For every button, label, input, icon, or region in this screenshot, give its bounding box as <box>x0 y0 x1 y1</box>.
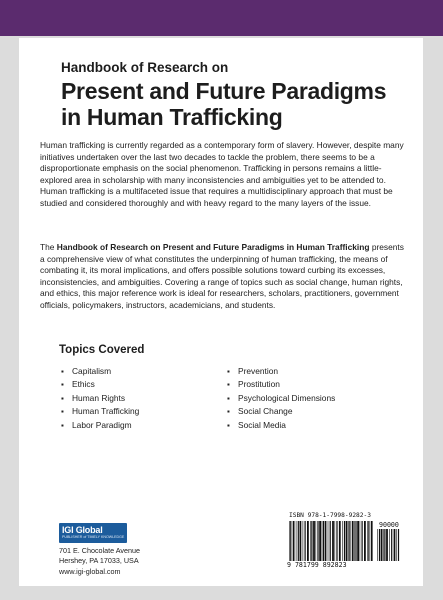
paragraph-2-book-title: Handbook of Research on Present and Future Paradigms in Human Trafficking <box>56 242 370 252</box>
paragraph-2-rest: presents a comprehensive view of what constitutes the underpinning of human trafficking, the means of combating it, its moral implications, and offers possible solutions toward curbing its excesses, inconsistencies, and ambiguities. Covering a range of topics such as social change, human rights, and ethics, this major reference work is ideal for researchers, scholars, practitioners, government officials, policymakers, instructors, academicians, and students. <box>40 242 404 310</box>
topic-item: ▪ Psychological Dimensions <box>227 392 335 405</box>
topics-list-left <box>61 365 139 432</box>
publisher-address <box>59 546 140 577</box>
logo-text: IGI Global <box>62 525 103 535</box>
address-line-2: Hershey, PA 17033, USA <box>59 556 139 566</box>
ean-barcode-graphic <box>289 521 375 561</box>
isbn-number: ISBN 978-1-7998-9282-3 <box>289 512 371 519</box>
topic-item: ▪ Prevention <box>227 365 335 378</box>
barcode-digits: 9 781799 892823 <box>287 561 347 569</box>
logo-tagline: PUBLISHER of TIMELY KNOWLEDGE <box>62 535 125 539</box>
topic-item: ▪ Prostitution <box>227 378 335 391</box>
cover-top-band <box>0 0 443 36</box>
igi-global-logo <box>59 523 127 543</box>
description-paragraph-1: Human trafficking is currently regarded as a contemporary form of slavery. However, despite many initiatives undertaken over the last two decades to tackle the problem, there seems to be a disproportionate emphasis on the social phenomenon. Trafficking in persons remains a little-explored area in scholarship with many inconsistencies and ambiguities yet to be attended to. Human trafficking is a multifaceted issue that requires a multidisciplinary approach that must be studied and considered thoroughly and with heavy regard to the many layers of the issue. <box>40 140 404 208</box>
price-barcode-graphic <box>377 529 403 561</box>
topics-list-right <box>227 365 335 432</box>
publisher-website: www.igi-global.com <box>59 566 121 576</box>
isbn-barcode <box>287 512 405 570</box>
price-code: 90000 <box>379 521 399 529</box>
topic-item: ▪ Social Change <box>227 405 335 418</box>
paragraph-2-lead: The <box>40 242 57 252</box>
topic-item: ▪ Labor Paradigm <box>61 419 139 432</box>
topic-item: ▪ Social Media <box>227 419 335 432</box>
topic-item: ▪ Capitalism <box>61 365 139 378</box>
topic-item: ▪ Ethics <box>61 378 139 391</box>
topic-item: ▪ Human Trafficking <box>61 405 139 418</box>
address-line-1: 701 E. Chocolate Avenue <box>59 546 140 555</box>
book-subtitle: Handbook of Research on <box>61 60 229 75</box>
book-back-cover <box>19 38 423 586</box>
topics-covered-heading: Topics Covered <box>59 344 145 356</box>
book-title: Present and Future Paradigms in Human Trafficking <box>61 78 387 130</box>
description-paragraph-2 <box>40 242 408 312</box>
topic-item: ▪ Human Rights <box>61 392 139 405</box>
